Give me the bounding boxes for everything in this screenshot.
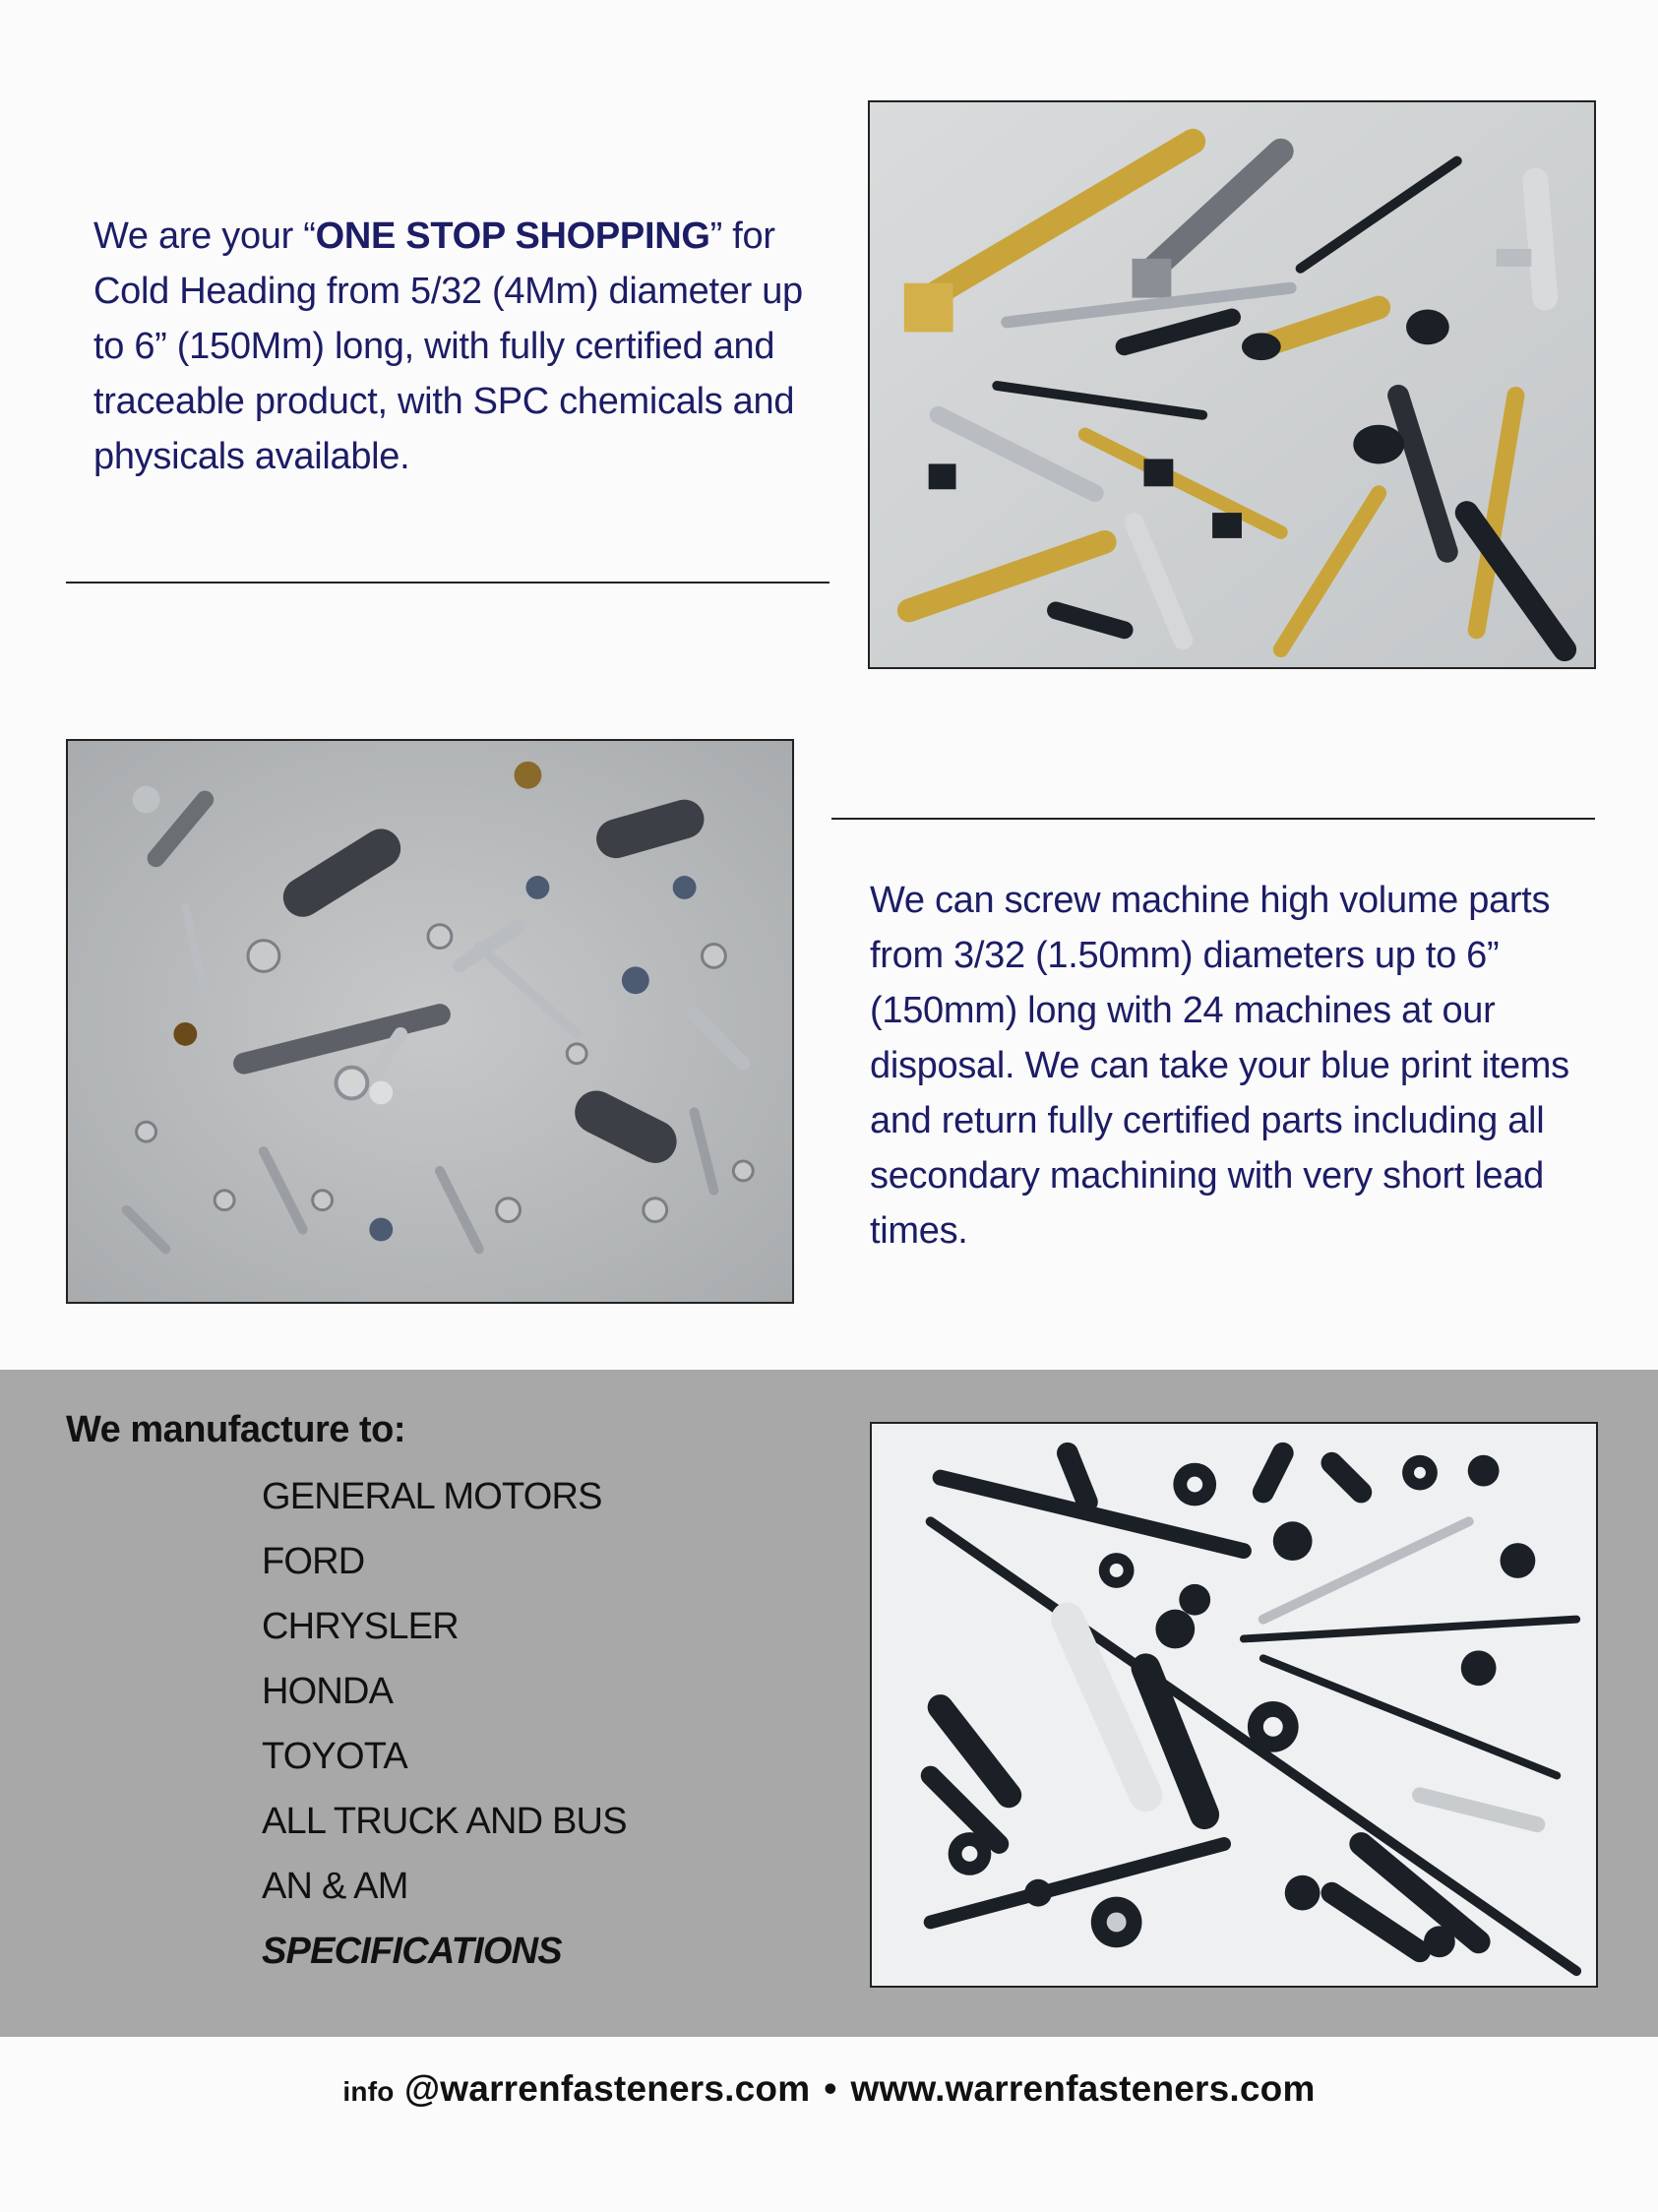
- divider-rule-left: [66, 582, 829, 584]
- manufacture-list: [262, 1464, 627, 1984]
- footer-separator: •: [824, 2068, 837, 2109]
- list-item: ALL TRUCK AND BUS: [262, 1801, 627, 1842]
- intro-after: ” for Cold Heading from 5/32 (4Mm) diameter up to 6” (150Mm) long, with fully certified and traceable product, with SPC chemicals and physicals available.: [93, 215, 803, 477]
- cold-heading-parts-photo: [868, 100, 1596, 669]
- manufacture-heading: We manufacture to:: [66, 1409, 406, 1450]
- specifications-item: SPECIFICATIONS: [262, 1931, 562, 1972]
- screw-machine-parts-photo: [66, 739, 794, 1304]
- contact-footer: [0, 2068, 1658, 2110]
- list-item: HONDA: [262, 1671, 394, 1712]
- list-item: AN & AM: [262, 1866, 408, 1907]
- one-stop-shopping-highlight: ONE STOP SHOPPING: [315, 215, 710, 257]
- info-prefix: info: [342, 2076, 395, 2107]
- list-item: CHRYSLER: [262, 1606, 459, 1647]
- list-item: FORD: [262, 1541, 365, 1582]
- list-item: TOYOTA: [262, 1736, 407, 1777]
- intro-before: We are your “: [93, 215, 316, 257]
- email-link[interactable]: @warrenfasteners.com: [404, 2068, 811, 2109]
- divider-rule-right: [831, 818, 1595, 820]
- black-fasteners-photo: [870, 1422, 1598, 1988]
- website-link[interactable]: www.warrenfasteners.com: [850, 2068, 1316, 2109]
- list-item: GENERAL MOTORS: [262, 1476, 602, 1517]
- cold-heading-paragraph: [93, 209, 841, 484]
- screw-machine-paragraph: We can screw machine high volume parts from 3/32 (1.50mm) diameters up to 6” (150mm) long with 24 machines at our disposal. We can take your blue print items and return fully certified parts including all secondary machining with very short lead times.: [870, 880, 1569, 1252]
